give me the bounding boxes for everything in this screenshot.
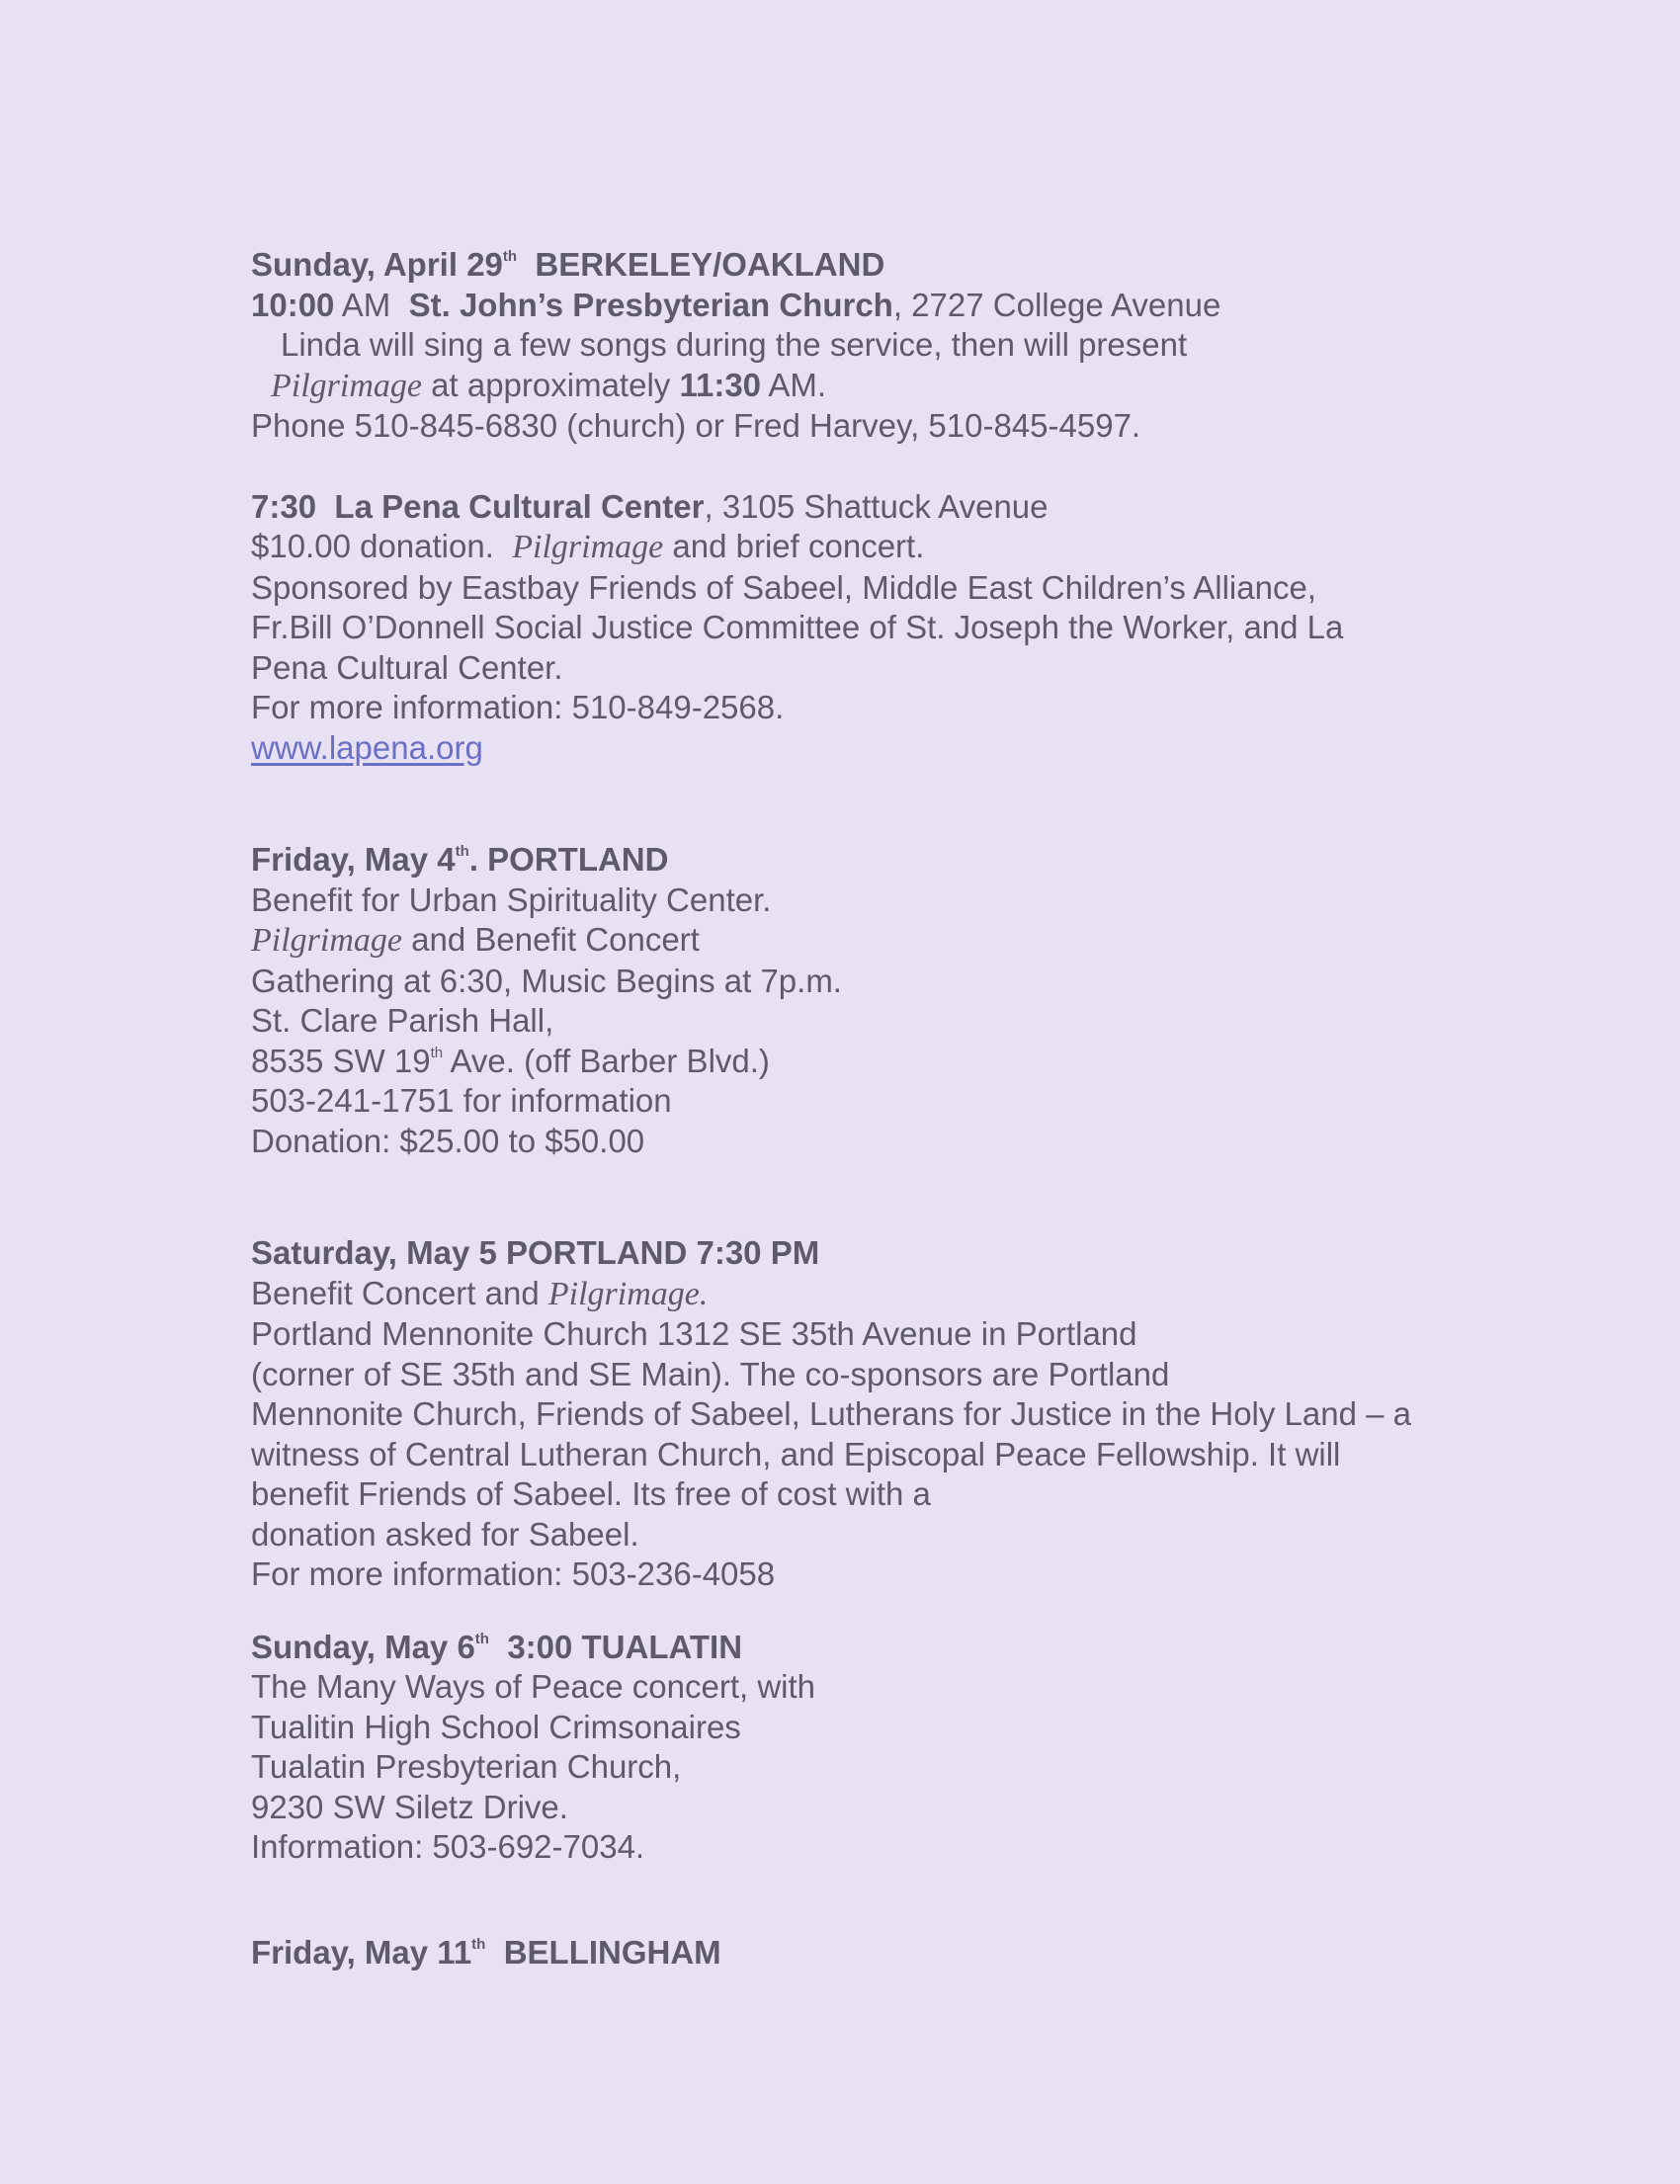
event-contact: 503-241-1751 for information — [251, 1082, 672, 1119]
event-sponsors: witness of Central Lutheran Church, and Episcopal Peace Fellowship. It will — [251, 1435, 1341, 1472]
event-portland-friday — [251, 840, 1536, 1161]
venue-address: , 3105 Shattuck Avenue — [704, 487, 1049, 525]
event-time: Gathering at 6:30, Music Begins at 7p.m. — [251, 962, 842, 999]
event-contact: For more information: 510-849-2568. — [251, 689, 785, 725]
website-link[interactable]: www.lapena.org — [251, 728, 483, 766]
event-donation: Donation: $25.00 to $50.00 — [251, 1122, 645, 1159]
venue-address: 9230 SW Siletz Drive. — [251, 1788, 568, 1825]
ordinal-suffix: th — [455, 843, 469, 860]
venue-address: , 2727 College Avenue — [892, 286, 1221, 323]
event-header: Sunday, May 6th 3:00 TUALATIN — [251, 1628, 743, 1665]
venue-address: 8535 SW 19th Ave. (off Barber Blvd.) — [251, 1042, 770, 1079]
event-la-pena — [251, 487, 1536, 769]
event-bellingham — [251, 1933, 1536, 1974]
venue-address: Portland Mennonite Church 1312 SE 35th Avenue in Portland — [251, 1315, 1137, 1352]
event-contact: Phone 510-845-6830 (church) or Fred Harvey, 510-845-4597. — [251, 407, 1141, 444]
event-description: donation asked for Sabeel. — [251, 1515, 639, 1553]
event-description: Linda will sing a few songs during the service, then will present — [281, 326, 1188, 363]
event-description: Pilgrimage and Benefit Concert — [251, 921, 700, 959]
event-header: Friday, May 4th. PORTLAND — [251, 841, 669, 878]
event-header: Friday, May 11th BELLINGHAM — [251, 1933, 721, 1971]
event-sponsors: Fr.Bill O’Donnell Social Justice Committee of St. Joseph the Worker, and La — [251, 609, 1344, 645]
event-tualatin — [251, 1628, 1536, 1868]
event-venue-line: 7:30 La Pena Cultural Center, 3105 Shattuck Avenue — [251, 487, 1049, 525]
event-description: Pilgrimage at approximately 11:30 AM. — [271, 366, 827, 404]
venue-name: St. John’s Presbyterian Church — [408, 286, 893, 323]
event-header: Sunday, April 29th BERKELEY/OAKLAND — [251, 246, 885, 283]
event-header: Saturday, May 5 PORTLAND 7:30 PM — [251, 1234, 820, 1271]
event-sponsors: (corner of SE 35th and SE Main). The co-sponsors are Portland — [251, 1355, 1170, 1392]
event-donation: $10.00 donation. Pilgrimage and brief concert. — [251, 528, 925, 565]
event-description: Tualitin High School Crimsonaires — [251, 1708, 741, 1745]
event-portland-saturday — [251, 1233, 1536, 1595]
event-sponsors: Mennonite Church, Friends of Sabeel, Lutherans for Justice in the Holy Land – a — [251, 1395, 1412, 1432]
venue-name: St. Clare Parish Hall, — [251, 1002, 554, 1039]
event-berkeley-oakland-sunday — [251, 245, 1536, 447]
event-description: The Many Ways of Peace concert, with — [251, 1668, 816, 1705]
event-sponsors: Sponsored by Eastbay Friends of Sabeel, Middle East Children’s Alliance, — [251, 568, 1316, 606]
ordinal-suffix: th — [430, 1044, 444, 1061]
event-contact: Information: 503-692-7034. — [251, 1828, 645, 1865]
ordinal-suffix: th — [502, 248, 518, 265]
ordinal-suffix: th — [474, 1630, 489, 1647]
event-description: Benefit Concert and Pilgrimage. — [251, 1274, 709, 1312]
ordinal-suffix: th — [471, 1935, 486, 1953]
event-description: Benefit for Urban Spirituality Center. — [251, 881, 772, 918]
event-description: benefit Friends of Sabeel. Its free of cost with a — [251, 1475, 931, 1512]
event-venue-line: 10:00 AM St. John’s Presbyterian Church, 2727 College Avenue — [251, 286, 1221, 323]
event-sponsors: Pena Cultural Center. — [251, 648, 563, 686]
venue-name: Tualatin Presbyterian Church, — [251, 1748, 682, 1785]
event-contact: For more information: 503-236-4058 — [251, 1555, 776, 1592]
event-schedule-page — [251, 245, 1536, 1973]
venue-name: La Pena Cultural Center — [334, 487, 705, 525]
